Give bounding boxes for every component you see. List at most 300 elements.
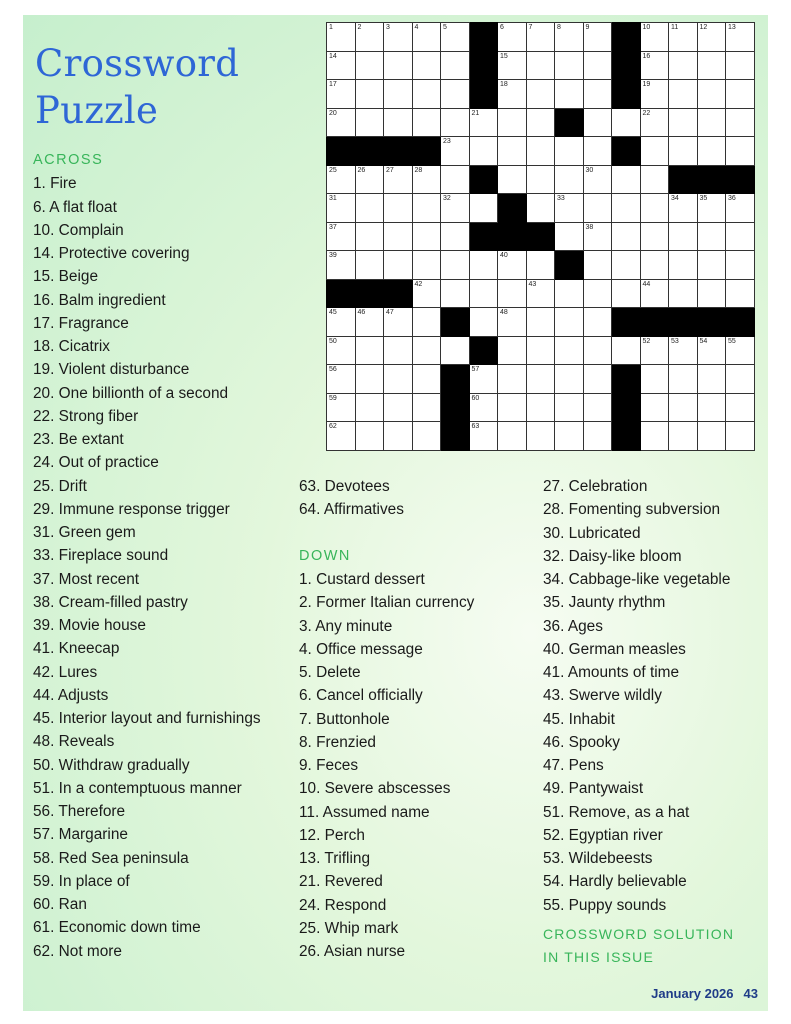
grid-cell[interactable] bbox=[583, 365, 612, 394]
across-clue: 63. Devotees bbox=[299, 478, 390, 495]
grid-cell[interactable] bbox=[697, 108, 726, 137]
grid-cell[interactable] bbox=[555, 279, 584, 308]
grid-cell[interactable] bbox=[697, 365, 726, 394]
grid-cell[interactable] bbox=[469, 108, 498, 137]
grid-cell[interactable] bbox=[469, 308, 498, 337]
cell-number: 40 bbox=[500, 252, 508, 259]
across-clue: 39. Movie house bbox=[33, 617, 146, 634]
grid-cell[interactable] bbox=[355, 393, 384, 422]
grid-cell[interactable] bbox=[669, 137, 698, 166]
cell-number: 25 bbox=[329, 166, 337, 174]
black-square bbox=[469, 336, 498, 365]
grid-cell[interactable] bbox=[498, 393, 527, 422]
cell-number: 48 bbox=[500, 309, 508, 316]
across-clue: 16. Balm ingredient bbox=[33, 291, 166, 309]
grid-cell[interactable] bbox=[384, 194, 413, 223]
black-square bbox=[526, 222, 555, 251]
cell-number: 28 bbox=[414, 166, 423, 174]
cell-number: 38 bbox=[585, 223, 594, 231]
grid-cell[interactable] bbox=[355, 251, 384, 280]
grid-cell[interactable] bbox=[555, 308, 584, 337]
grid-cell[interactable] bbox=[498, 108, 527, 137]
grid-cell[interactable] bbox=[640, 194, 669, 223]
grid-cell[interactable] bbox=[441, 279, 470, 308]
grid-cell[interactable] bbox=[384, 108, 413, 137]
grid-cell[interactable] bbox=[726, 194, 755, 223]
grid-cell[interactable] bbox=[640, 279, 669, 308]
grid-cell[interactable] bbox=[555, 137, 584, 166]
grid-cell[interactable] bbox=[669, 222, 698, 251]
grid-cell[interactable] bbox=[412, 165, 441, 194]
down-clue: 51. Remove, as a hat bbox=[543, 803, 690, 821]
cell-number: 62 bbox=[329, 423, 337, 430]
grid-cell[interactable] bbox=[583, 279, 612, 308]
across-clue: 20. One billionth of a second bbox=[33, 384, 229, 402]
grid-cell[interactable] bbox=[640, 80, 669, 109]
cell-number: 23 bbox=[443, 138, 451, 145]
grid-cell[interactable] bbox=[441, 222, 470, 251]
grid-cell[interactable] bbox=[384, 51, 413, 80]
grid-cell[interactable] bbox=[384, 308, 413, 337]
cell-number: 13 bbox=[728, 24, 736, 31]
grid-cell[interactable] bbox=[640, 336, 669, 365]
cell-number: 55 bbox=[728, 337, 736, 345]
down-clue: 4. Office message bbox=[299, 640, 423, 658]
across-clue: 62. Not more bbox=[33, 942, 122, 960]
grid-cell[interactable] bbox=[412, 108, 441, 137]
grid-cell[interactable] bbox=[498, 251, 527, 280]
grid-cell[interactable] bbox=[355, 165, 384, 194]
cell-number: 60 bbox=[471, 394, 480, 402]
grid-cell[interactable] bbox=[498, 51, 527, 80]
grid-cell[interactable] bbox=[526, 108, 555, 137]
grid-cell[interactable] bbox=[327, 165, 356, 194]
grid-cell[interactable] bbox=[441, 108, 470, 137]
black-square bbox=[612, 393, 641, 422]
grid-cell[interactable] bbox=[669, 80, 698, 109]
grid-cell[interactable] bbox=[526, 336, 555, 365]
grid-cell[interactable] bbox=[327, 422, 356, 451]
grid-cell[interactable] bbox=[412, 279, 441, 308]
grid-cell[interactable] bbox=[469, 422, 498, 451]
grid-cell[interactable] bbox=[526, 165, 555, 194]
grid-cell[interactable] bbox=[412, 23, 441, 52]
grid-cell[interactable] bbox=[355, 80, 384, 109]
grid-cell[interactable] bbox=[555, 336, 584, 365]
grid-cell[interactable] bbox=[384, 23, 413, 52]
grid-cell[interactable] bbox=[697, 422, 726, 451]
grid-cell[interactable] bbox=[327, 308, 356, 337]
grid-cell[interactable] bbox=[355, 308, 384, 337]
down-heading: DOWN bbox=[299, 547, 351, 564]
grid-cell[interactable] bbox=[327, 365, 356, 394]
grid-cell[interactable] bbox=[669, 279, 698, 308]
grid-cell[interactable] bbox=[583, 165, 612, 194]
grid-cell[interactable] bbox=[583, 222, 612, 251]
grid-cell[interactable] bbox=[612, 251, 641, 280]
cell-number: 50 bbox=[329, 337, 337, 345]
black-square bbox=[612, 365, 641, 394]
grid-cell[interactable] bbox=[583, 51, 612, 80]
grid-cell[interactable] bbox=[498, 137, 527, 166]
grid-cell[interactable] bbox=[412, 80, 441, 109]
grid-cell[interactable] bbox=[441, 251, 470, 280]
cell-number: 17 bbox=[329, 81, 337, 88]
grid-cell[interactable] bbox=[612, 279, 641, 308]
down-clue: 55. Puppy sounds bbox=[543, 896, 667, 914]
down-clue: 21. Revered bbox=[299, 873, 383, 891]
grid-cell[interactable] bbox=[726, 80, 755, 109]
grid-cell[interactable] bbox=[355, 108, 384, 137]
grid-cell[interactable] bbox=[583, 308, 612, 337]
grid-cell[interactable] bbox=[469, 279, 498, 308]
grid-cell[interactable] bbox=[469, 365, 498, 394]
across-clue: 59. In place of bbox=[33, 872, 130, 890]
grid-cell[interactable] bbox=[640, 108, 669, 137]
grid-cell[interactable] bbox=[441, 23, 470, 52]
grid-cell[interactable] bbox=[726, 393, 755, 422]
cell-number: 10 bbox=[642, 24, 651, 31]
grid-cell[interactable] bbox=[384, 165, 413, 194]
grid-cell[interactable] bbox=[355, 194, 384, 223]
grid-cell[interactable] bbox=[526, 279, 555, 308]
grid-cell[interactable] bbox=[441, 165, 470, 194]
grid-cell[interactable] bbox=[469, 251, 498, 280]
grid-cell[interactable] bbox=[498, 23, 527, 52]
grid-cell[interactable] bbox=[327, 393, 356, 422]
grid-cell[interactable] bbox=[726, 137, 755, 166]
across-clue: 41. Kneecap bbox=[33, 640, 120, 658]
down-clue: 35. Jaunty rhythm bbox=[543, 594, 666, 612]
grid-cell[interactable] bbox=[697, 137, 726, 166]
down-clue: 24. Respond bbox=[299, 896, 387, 914]
grid-cell[interactable] bbox=[327, 51, 356, 80]
grid-cell[interactable] bbox=[583, 422, 612, 451]
black-square bbox=[355, 279, 384, 308]
grid-cell[interactable] bbox=[384, 222, 413, 251]
grid-cell[interactable] bbox=[697, 222, 726, 251]
grid-row bbox=[327, 137, 755, 166]
grid-cell[interactable] bbox=[384, 336, 413, 365]
grid-cell[interactable] bbox=[498, 365, 527, 394]
grid-cell[interactable] bbox=[640, 365, 669, 394]
across-clue: 48. Reveals bbox=[33, 733, 115, 751]
cell-number: 31 bbox=[329, 195, 337, 202]
grid-cell[interactable] bbox=[583, 108, 612, 137]
grid-cell[interactable] bbox=[612, 108, 641, 137]
cell-number: 36 bbox=[728, 195, 736, 202]
black-square bbox=[412, 137, 441, 166]
cell-number: 44 bbox=[642, 280, 651, 288]
grid-row bbox=[327, 23, 755, 52]
grid-cell[interactable] bbox=[526, 251, 555, 280]
grid-cell[interactable] bbox=[583, 80, 612, 109]
grid-cell[interactable] bbox=[612, 222, 641, 251]
grid-cell[interactable] bbox=[412, 336, 441, 365]
cell-number: 32 bbox=[443, 195, 451, 202]
across-clue: 1. Fire bbox=[33, 175, 77, 193]
grid-cell[interactable] bbox=[669, 422, 698, 451]
grid-cell[interactable] bbox=[640, 23, 669, 52]
down-clue: 27. Celebration bbox=[543, 478, 648, 495]
clue-column-2 bbox=[299, 475, 474, 963]
across-heading: ACROSS bbox=[33, 152, 104, 168]
across-clue: 10. Complain bbox=[33, 221, 124, 239]
black-square bbox=[469, 23, 498, 52]
grid-cell[interactable] bbox=[384, 422, 413, 451]
cell-number: 27 bbox=[386, 166, 394, 174]
grid-cell[interactable] bbox=[697, 23, 726, 52]
grid-cell[interactable] bbox=[555, 165, 584, 194]
crossword-grid bbox=[326, 22, 755, 451]
down-clue: 11. Assumed name bbox=[299, 803, 430, 821]
grid-cell[interactable] bbox=[640, 422, 669, 451]
black-square bbox=[612, 23, 641, 52]
grid-row bbox=[327, 222, 755, 251]
down-clue: 32. Daisy-like bloom bbox=[543, 547, 682, 565]
cell-number: 57 bbox=[471, 366, 480, 373]
grid-cell[interactable] bbox=[526, 194, 555, 223]
grid-row bbox=[327, 51, 755, 80]
grid-cell[interactable] bbox=[327, 251, 356, 280]
cell-number: 33 bbox=[557, 195, 565, 202]
grid-cell[interactable] bbox=[327, 222, 356, 251]
grid-cell[interactable] bbox=[726, 365, 755, 394]
grid-row bbox=[327, 365, 755, 394]
black-square bbox=[669, 165, 698, 194]
grid-cell[interactable] bbox=[726, 422, 755, 451]
grid-cell[interactable] bbox=[555, 365, 584, 394]
solution-note bbox=[543, 923, 734, 969]
grid-cell[interactable] bbox=[583, 336, 612, 365]
grid-cell[interactable] bbox=[640, 51, 669, 80]
cell-number: 20 bbox=[329, 109, 337, 117]
grid-cell[interactable] bbox=[726, 251, 755, 280]
grid-cell[interactable] bbox=[498, 422, 527, 451]
grid-cell[interactable] bbox=[697, 51, 726, 80]
cell-number: 22 bbox=[642, 109, 651, 117]
cell-number: 21 bbox=[471, 109, 480, 117]
down-clue: 3. Any minute bbox=[299, 617, 393, 635]
grid-cell[interactable] bbox=[327, 108, 356, 137]
grid-cell[interactable] bbox=[555, 422, 584, 451]
grid-cell[interactable] bbox=[726, 51, 755, 80]
down-clue: 25. Whip mark bbox=[299, 919, 399, 937]
across-clue: 42. Lures bbox=[33, 663, 98, 681]
grid-cell[interactable] bbox=[327, 336, 356, 365]
across-clue: 61. Economic down time bbox=[33, 919, 201, 937]
grid-cell[interactable] bbox=[726, 23, 755, 52]
solution-note-line-2: IN THIS ISSUE bbox=[543, 948, 655, 965]
grid-cell[interactable] bbox=[327, 194, 356, 223]
cell-number: 9 bbox=[585, 24, 590, 31]
down-clue: 30. Lubricated bbox=[543, 524, 641, 542]
grid-cell[interactable] bbox=[583, 194, 612, 223]
grid-cell[interactable] bbox=[726, 336, 755, 365]
down-clue: 47. Pens bbox=[543, 757, 604, 774]
cell-number: 52 bbox=[642, 337, 651, 345]
grid-cell[interactable] bbox=[355, 222, 384, 251]
grid-cell[interactable] bbox=[583, 251, 612, 280]
cell-number: 54 bbox=[699, 337, 708, 345]
grid-cell[interactable] bbox=[441, 80, 470, 109]
black-square bbox=[441, 422, 470, 451]
across-clue: 29. Immune response trigger bbox=[33, 500, 230, 518]
grid-cell[interactable] bbox=[498, 80, 527, 109]
grid-cell[interactable] bbox=[412, 308, 441, 337]
grid-cell[interactable] bbox=[355, 422, 384, 451]
grid-cell[interactable] bbox=[412, 393, 441, 422]
grid-cell[interactable] bbox=[726, 222, 755, 251]
grid-cell[interactable] bbox=[412, 251, 441, 280]
black-square bbox=[327, 279, 356, 308]
grid-cell[interactable] bbox=[384, 251, 413, 280]
grid-cell[interactable] bbox=[640, 165, 669, 194]
down-clue: 6. Cancel officially bbox=[299, 687, 423, 705]
across-clue: 17. Fragrance bbox=[33, 314, 129, 332]
grid-cell[interactable] bbox=[697, 80, 726, 109]
grid-cell[interactable] bbox=[441, 137, 470, 166]
black-square bbox=[327, 137, 356, 166]
grid-cell[interactable] bbox=[526, 80, 555, 109]
cell-number: 45 bbox=[329, 309, 337, 316]
grid-cell[interactable] bbox=[384, 365, 413, 394]
grid-cell[interactable] bbox=[498, 308, 527, 337]
grid-cell[interactable] bbox=[555, 393, 584, 422]
grid-cell[interactable] bbox=[583, 393, 612, 422]
grid-cell[interactable] bbox=[327, 80, 356, 109]
grid-cell[interactable] bbox=[355, 51, 384, 80]
grid-cell[interactable] bbox=[697, 336, 726, 365]
grid-cell[interactable] bbox=[526, 393, 555, 422]
across-clue: 44. Adjusts bbox=[33, 686, 109, 704]
grid-cell[interactable] bbox=[526, 422, 555, 451]
title-line-2: Puzzle bbox=[35, 89, 159, 132]
black-square bbox=[441, 365, 470, 394]
grid-cell[interactable] bbox=[697, 251, 726, 280]
grid-cell[interactable] bbox=[526, 51, 555, 80]
grid-cell[interactable] bbox=[355, 23, 384, 52]
across-clue: 56. Therefore bbox=[33, 803, 126, 820]
grid-cell[interactable] bbox=[555, 23, 584, 52]
grid-cell[interactable] bbox=[669, 365, 698, 394]
grid-cell[interactable] bbox=[697, 194, 726, 223]
grid-cell[interactable] bbox=[469, 194, 498, 223]
black-square bbox=[697, 165, 726, 194]
cell-number: 4 bbox=[414, 24, 419, 31]
grid-cell[interactable] bbox=[412, 222, 441, 251]
down-clue: 1. Custard dessert bbox=[299, 571, 425, 588]
grid-cell[interactable] bbox=[526, 137, 555, 166]
grid-cell[interactable] bbox=[669, 51, 698, 80]
grid-cell[interactable] bbox=[384, 80, 413, 109]
grid-cell[interactable] bbox=[669, 194, 698, 223]
cell-number: 46 bbox=[357, 309, 366, 316]
grid-cell[interactable] bbox=[612, 336, 641, 365]
grid-cell[interactable] bbox=[384, 393, 413, 422]
grid-cell[interactable] bbox=[697, 393, 726, 422]
grid-cell[interactable] bbox=[669, 251, 698, 280]
black-square bbox=[726, 308, 755, 337]
grid-cell[interactable] bbox=[412, 194, 441, 223]
down-clue: 41. Amounts of time bbox=[543, 664, 680, 681]
grid-cell[interactable] bbox=[612, 165, 641, 194]
grid-cell[interactable] bbox=[469, 137, 498, 166]
cell-number: 18 bbox=[500, 81, 508, 88]
grid-cell[interactable] bbox=[555, 222, 584, 251]
grid-cell[interactable] bbox=[555, 194, 584, 223]
grid-cell[interactable] bbox=[583, 137, 612, 166]
black-square bbox=[640, 308, 669, 337]
grid-cell[interactable] bbox=[498, 165, 527, 194]
cell-number: 35 bbox=[699, 195, 708, 202]
spacer bbox=[299, 522, 474, 545]
down-clue: 26. Asian nurse bbox=[299, 943, 406, 960]
grid-cell[interactable] bbox=[726, 108, 755, 137]
grid-cell[interactable] bbox=[726, 279, 755, 308]
cell-number: 8 bbox=[557, 24, 561, 31]
across-clue: 51. In a contemptuous manner bbox=[33, 779, 242, 797]
across-clue: 64. Affirmatives bbox=[299, 501, 404, 519]
grid-cell[interactable] bbox=[612, 194, 641, 223]
grid-cell[interactable] bbox=[327, 23, 356, 52]
cell-number: 42 bbox=[414, 280, 423, 288]
grid-cell[interactable] bbox=[640, 222, 669, 251]
grid-cell[interactable] bbox=[669, 336, 698, 365]
grid-cell[interactable] bbox=[640, 137, 669, 166]
grid-cell[interactable] bbox=[669, 393, 698, 422]
grid-cell[interactable] bbox=[355, 365, 384, 394]
grid-cell[interactable] bbox=[498, 279, 527, 308]
grid-cell[interactable] bbox=[669, 23, 698, 52]
grid-cell[interactable] bbox=[441, 194, 470, 223]
down-clue: 46. Spooky bbox=[543, 733, 621, 751]
grid-cell[interactable] bbox=[441, 51, 470, 80]
cell-number: 7 bbox=[528, 24, 533, 31]
grid-cell[interactable] bbox=[555, 80, 584, 109]
cell-number: 39 bbox=[329, 252, 337, 259]
down-clue: 2. Former Italian currency bbox=[299, 594, 475, 612]
down-clue: 13. Trifling bbox=[299, 850, 371, 867]
grid-cell[interactable] bbox=[469, 393, 498, 422]
grid-row bbox=[327, 194, 755, 223]
black-square bbox=[612, 137, 641, 166]
grid-row bbox=[327, 279, 755, 308]
grid-cell[interactable] bbox=[555, 51, 584, 80]
grid-cell[interactable] bbox=[640, 251, 669, 280]
grid-cell[interactable] bbox=[526, 308, 555, 337]
black-square bbox=[469, 165, 498, 194]
across-clue: 14. Protective covering bbox=[33, 245, 190, 262]
grid-cell[interactable] bbox=[412, 51, 441, 80]
grid-cell[interactable] bbox=[412, 422, 441, 451]
grid-row bbox=[327, 108, 755, 137]
grid-cell[interactable] bbox=[526, 23, 555, 52]
cell-number: 19 bbox=[642, 81, 651, 88]
grid-cell[interactable] bbox=[412, 365, 441, 394]
grid-cell[interactable] bbox=[640, 393, 669, 422]
grid-cell[interactable] bbox=[355, 336, 384, 365]
grid-cell[interactable] bbox=[697, 279, 726, 308]
grid-cell[interactable] bbox=[498, 336, 527, 365]
grid-cell[interactable] bbox=[526, 365, 555, 394]
cell-number: 5 bbox=[443, 24, 447, 31]
black-square bbox=[612, 80, 641, 109]
grid-cell[interactable] bbox=[583, 23, 612, 52]
grid-cell[interactable] bbox=[441, 336, 470, 365]
footer-date: January 2026 bbox=[651, 986, 734, 1001]
grid-cell[interactable] bbox=[669, 108, 698, 137]
